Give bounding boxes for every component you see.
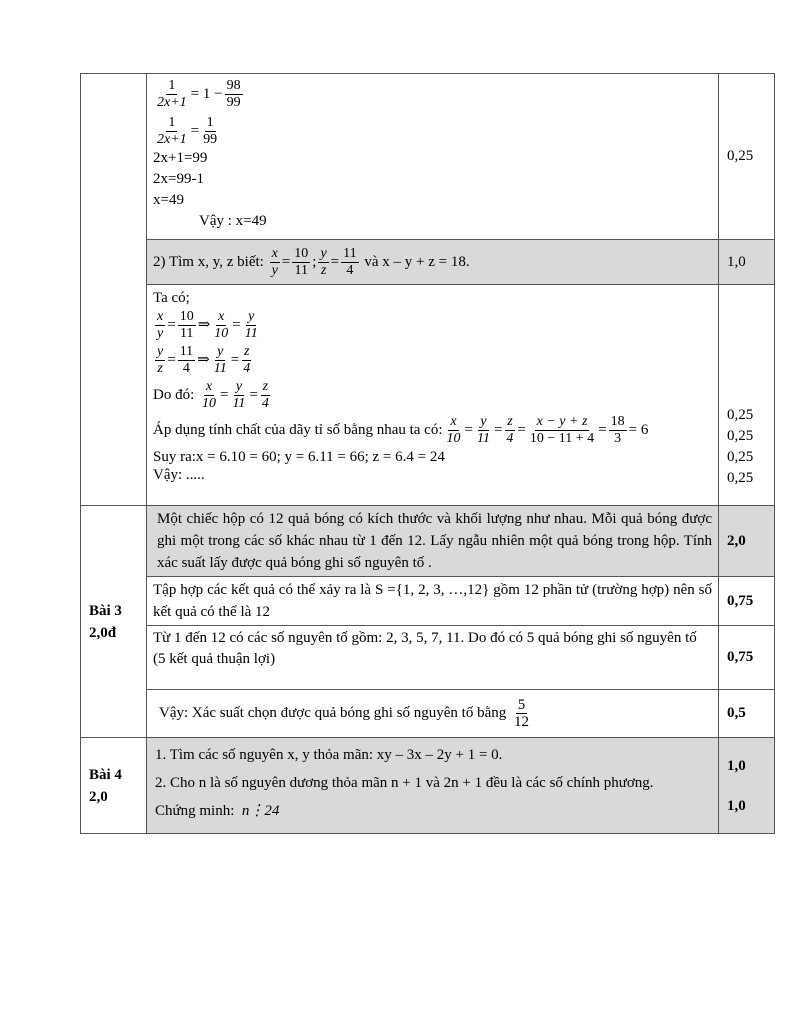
equation-line: $\frac{x}{y}$ = $\frac{10}{11}$ ⇒ $\frac{x}{10}$ = $\frac{y}{11}$ [157, 309, 258, 341]
solution-cell [147, 285, 719, 506]
equation-line: Áp dụng tính chất của dãy tỉ số bằng nhau ta có: $\frac{x}{10}$ = $\frac{y}{11}$ = $\frac{z}{4}$ = $\frac{x - y + z}{10 - 11 + 4}$ = $\frac{18}{3}$ = 6 [153, 414, 649, 446]
solution-cell: Vậy: Xác suất chọn được quả bóng ghi số nguyên tố bằng $\frac{5}{12}$ [147, 690, 719, 738]
table-row [81, 74, 775, 240]
problem-label-cell: Bài 3 2,0đ [81, 506, 147, 738]
table-row [81, 506, 775, 577]
solution-cell: Tập hợp các kết quả có thể xảy ra là S ={1, 2, 3, …,12} gồm 12 phần tử (trường hợp) nên số kết quả có thể là 12 [147, 577, 719, 626]
question-cell: 2) Tìm x, y, z biết: $\frac{x}{y}$ = $\frac{10}{11}$ ; $\frac{y}{z}$ = $\frac{11}{4}$ và x – y + z = 18. [147, 240, 719, 285]
score-cell: 1,0 [719, 240, 775, 285]
score-cell: 0,5 [719, 690, 775, 738]
score-cell: 0,25 0,25 0,25 0,25 [719, 285, 775, 506]
equation-line: $\frac{1}{2x+1}$ = 1 − $\frac{98}{99}$ [157, 78, 241, 110]
problem-cell: 1. Tìm các số nguyên x, y thỏa mãn: xy – 3x – 2y + 1 = 0. 2. Cho n là số nguyên dương thỏa mãn n + 1 và 2n + 1 đều là các số chính phương. Chứng minh: n⋮24 [147, 738, 719, 834]
table-row [81, 577, 775, 626]
empty-label-cell [81, 74, 147, 506]
problem-cell: Một chiếc hộp có 12 quả bóng có kích thước và khối lượng như nhau. Mỗi quả bóng được ghi một trong các số khác nhau từ 1 đến 12. Lấy ngẫu nhiên một quả bóng trong hộp. Tính xác suất lấy được quả bóng ghi số nguyên tố . [147, 506, 719, 577]
text-line: Vậy : x=49 [199, 213, 267, 229]
equation-line: Do đó: $\frac{x}{10}$ = $\frac{y}{11}$ = $\frac{z}{4}$ [153, 379, 269, 411]
problem-label-cell: Bài 4 2,0 [81, 738, 147, 834]
score-cell: 0,25 [719, 74, 775, 240]
score-cell: 2,0 [719, 506, 775, 577]
score-cell: 0,75 [719, 577, 775, 626]
score-cell: 1,0 1,0 [719, 738, 775, 834]
table-row [81, 240, 775, 285]
text-line: Suy ra:x = 6.10 = 60; y = 6.11 = 66; z = 6.4 = 24 [153, 449, 445, 465]
table-row [81, 285, 775, 506]
solution-cell: Từ 1 đến 12 có các số nguyên tố gồm: 2, 3, 5, 7, 11. Do đó có 5 quả bóng ghi số nguyên tố (5 kết quả thuận lợi) [147, 626, 719, 690]
solution-cell [147, 74, 719, 240]
table-row [81, 626, 775, 690]
text-line: 2x=99-1 [153, 171, 204, 187]
equation-line: $\frac{1}{2x+1}$ = $\frac{1}{99}$ [157, 115, 218, 147]
text-line: x=49 [153, 192, 184, 208]
equation-line: $\frac{y}{z}$ = $\frac{11}{4}$ ⇒ $\frac{y}{11}$ = $\frac{z}{4}$ [157, 344, 251, 376]
score-cell: 0,75 [719, 626, 775, 690]
table-row [81, 738, 775, 834]
text-line: Vậy: ..... [153, 467, 205, 483]
text-line: Ta có; [153, 290, 190, 306]
table-row [81, 690, 775, 738]
text-line: 2x+1=99 [153, 150, 208, 166]
answer-table [80, 73, 775, 834]
